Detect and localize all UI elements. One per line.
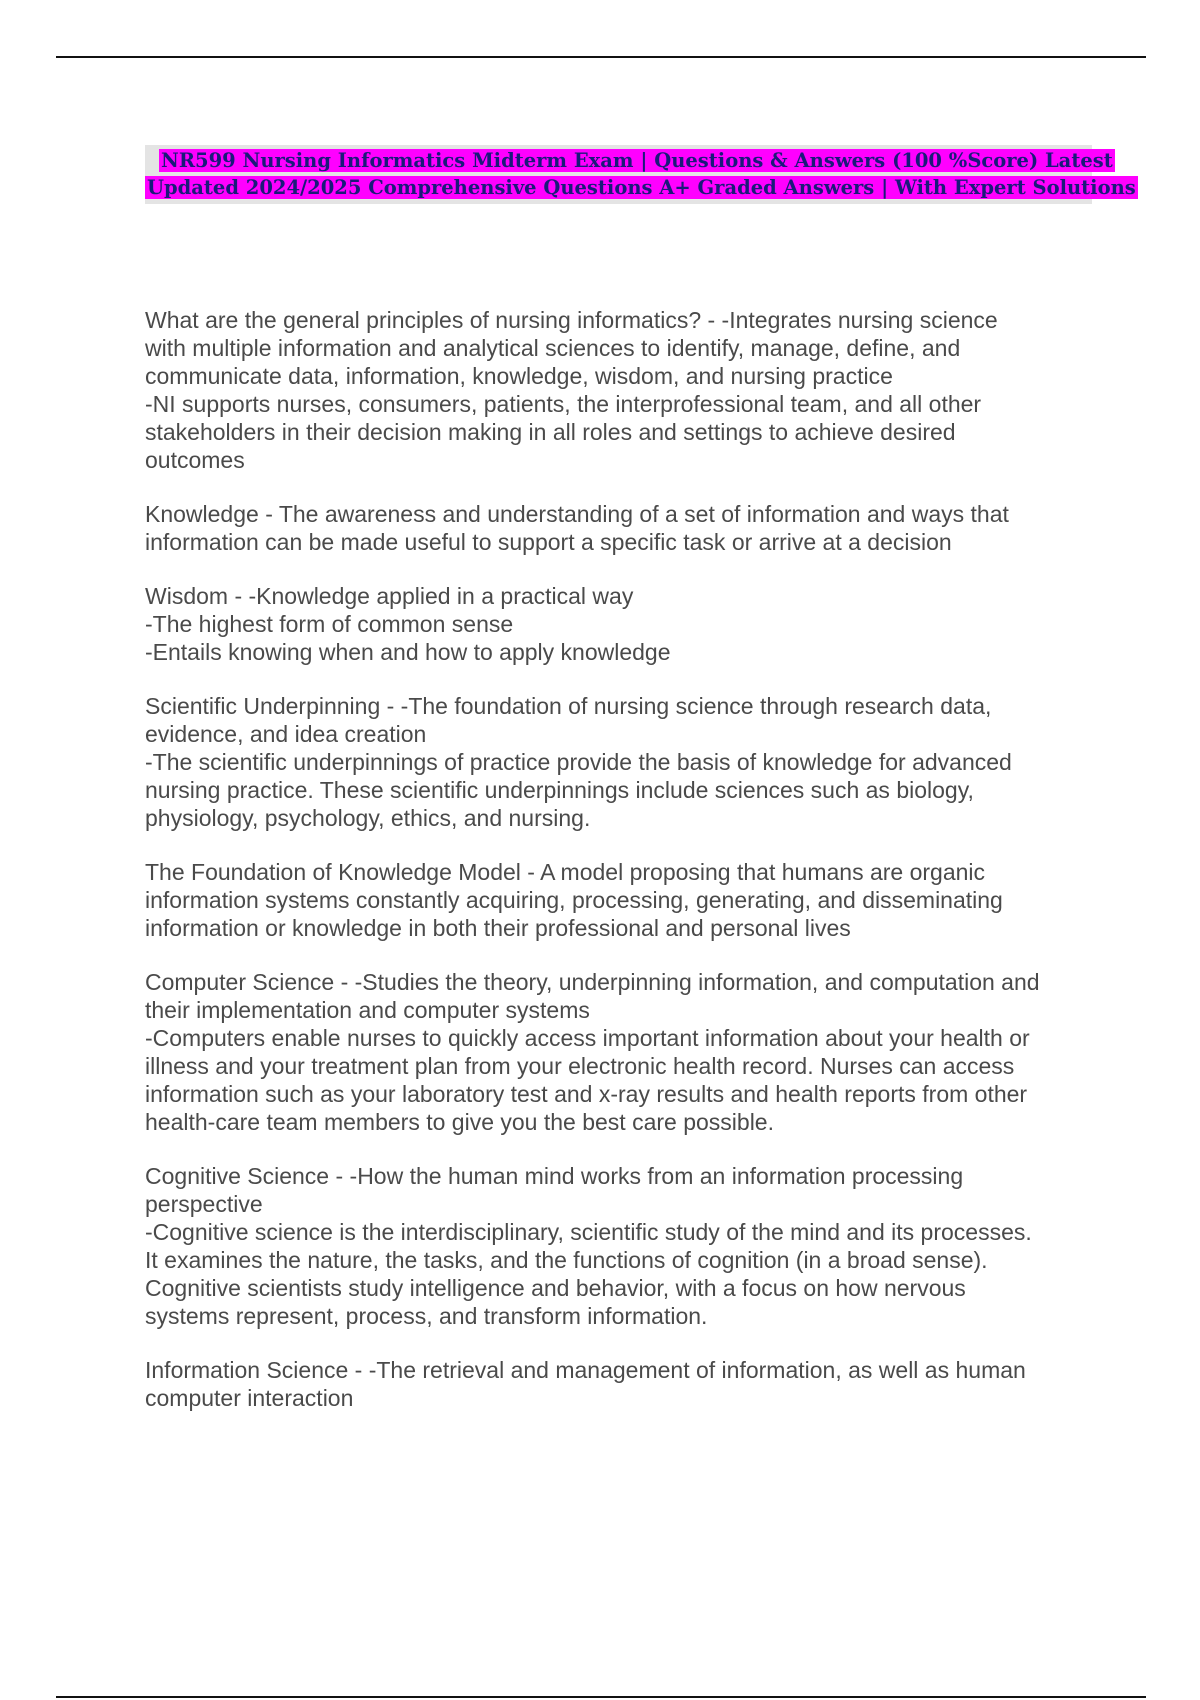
entry-line: information such as your laboratory test and x-ray results and health reports from other <box>145 1081 1028 1107</box>
document-title <box>145 145 1136 204</box>
entry-line: illness and your treatment plan from your electronic health record. Nurses can access <box>145 1053 1015 1079</box>
entry-line: Cognitive Science - -How the human mind works from an information processing <box>145 1163 964 1189</box>
qa-entry-knowledge <box>145 500 1095 556</box>
qa-entry-foundation-of-knowledge <box>145 858 1095 942</box>
entry-line: -Cognitive science is the interdisciplinary, scientific study of the mind and its processes. <box>145 1219 1032 1245</box>
entry-line: -The scientific underpinnings of practice provide the basis of knowledge for advanced <box>145 749 1012 775</box>
entry-line: What are the general principles of nursing informatics? - -Integrates nursing science <box>145 307 998 333</box>
entry-line: Scientific Underpinning - -The foundation of nursing science through research data, <box>145 693 992 719</box>
qa-content <box>145 306 1095 1438</box>
entry-line: health-care team members to give you the best care possible. <box>145 1109 774 1135</box>
entry-line: stakeholders in their decision making in all roles and settings to achieve desired <box>145 419 956 445</box>
qa-entry-wisdom <box>145 582 1095 666</box>
qa-entry-information-science <box>145 1356 1095 1412</box>
qa-entry-computer-science <box>145 968 1095 1136</box>
entry-line: Computer Science - -Studies the theory, underpinning information, and computation and <box>145 969 1040 995</box>
top-rule <box>56 56 1146 58</box>
entry-line: with multiple information and analytical sciences to identify, manage, define, and <box>145 335 961 361</box>
entry-line: physiology, psychology, ethics, and nursing. <box>145 805 591 831</box>
entry-line: It examines the nature, the tasks, and the functions of cognition (in a broad sense). <box>145 1247 988 1273</box>
entry-line: communicate data, information, knowledge, wisdom, and nursing practice <box>145 363 893 389</box>
entry-line: systems represent, process, and transform information. <box>145 1303 708 1329</box>
entry-line: -NI supports nurses, consumers, patients, the interprofessional team, and all other <box>145 391 982 417</box>
entry-line: Wisdom - -Knowledge applied in a practical way <box>145 583 634 609</box>
entry-line: -Computers enable nurses to quickly access important information about your health or <box>145 1025 1030 1051</box>
entry-line: information can be made useful to support a specific task or arrive at a decision <box>145 529 952 555</box>
entry-line: Cognitive scientists study intelligence and behavior, with a focus on how nervous <box>145 1275 966 1301</box>
bottom-rule <box>56 1696 1146 1698</box>
entry-line: their implementation and computer systems <box>145 997 590 1023</box>
entry-line: outcomes <box>145 447 245 473</box>
entry-line: perspective <box>145 1191 263 1217</box>
entry-line: The Foundation of Knowledge Model - A model proposing that humans are organic <box>145 859 986 885</box>
qa-entry-cognitive-science <box>145 1162 1095 1330</box>
entry-line: Knowledge - The awareness and understanding of a set of information and ways that <box>145 501 1009 527</box>
entry-line: -The highest form of common sense <box>145 611 514 637</box>
title-line-2: Updated 2024/2025 Comprehensive Questions A+ Graded Answers | With Expert Solutions <box>147 176 1136 199</box>
entry-line: computer interaction <box>145 1385 354 1411</box>
qa-entry-principles <box>145 306 1095 474</box>
entry-line: -Entails knowing when and how to apply knowledge <box>145 639 671 665</box>
title-line-1: NR599 Nursing Informatics Midterm Exam | Questions & Answers (100 %Score) Latest <box>161 149 1113 172</box>
qa-entry-scientific-underpinning <box>145 692 1095 832</box>
entry-line: information systems constantly acquiring, processing, generating, and disseminating <box>145 887 1003 913</box>
entry-line: information or knowledge in both their professional and personal lives <box>145 915 851 941</box>
entry-line: evidence, and idea creation <box>145 721 427 747</box>
entry-line: nursing practice. These scientific underpinnings include sciences such as biology, <box>145 777 974 803</box>
entry-line: Information Science - -The retrieval and management of information, as well as human <box>145 1357 1026 1383</box>
